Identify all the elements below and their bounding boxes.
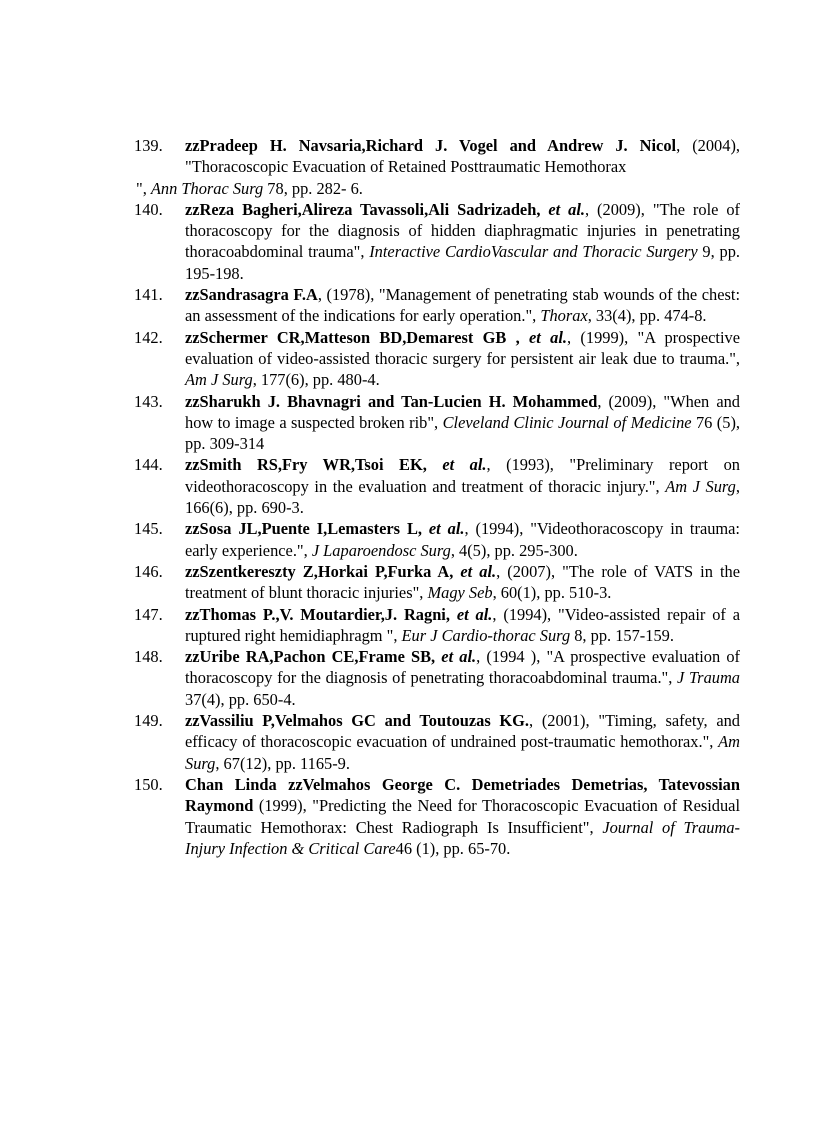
- reference-journal: Eur J Cardio-thorac Surg: [401, 625, 571, 645]
- reference-etal: et al.: [519, 327, 568, 347]
- reference-item: [134, 710, 740, 774]
- reference-title: "Preliminary report on videothoracoscopy in the evaluation and treatment of thoracic injury.",: [185, 455, 741, 496]
- reference-authors: zzSharukh J. Bhavnagri and Tan-Lucien H. Mohammed: [185, 391, 598, 411]
- reference-number: 146.: [134, 561, 163, 581]
- reference-details: 9, pp. 195-198.: [185, 242, 740, 283]
- reference-etal: et al.: [449, 604, 493, 624]
- reference-body: [185, 774, 740, 859]
- reference-journal: Interactive CardioVascular and Thoracic Surgery: [369, 242, 698, 262]
- reference-authors: zzSandrasagra F.A: [185, 285, 318, 305]
- reference-number: 145.: [134, 519, 163, 539]
- reference-item: [134, 646, 740, 710]
- reference-authors: zzSmith RS,Fry WR,Tsoi EK,: [185, 455, 427, 475]
- reference-details: , 60(1), pp. 510-3.: [492, 583, 612, 603]
- reference-authors: zzSchermer CR,Matteson BD,Demarest GB ,: [185, 327, 520, 347]
- reference-details: 37(4), pp. 650-4.: [185, 689, 296, 709]
- reference-year: , (1993),: [486, 455, 570, 475]
- reference-journal: J Laparoendosc Surg: [311, 540, 451, 560]
- reference-etal: et al.: [435, 647, 477, 667]
- reference-body: [185, 646, 740, 710]
- reference-details: 78, pp. 282- 6.: [263, 178, 363, 198]
- reference-number: 143.: [134, 391, 163, 411]
- reference-item: [134, 518, 740, 561]
- reference-item: [134, 284, 740, 327]
- reference-authors: zzReza Bagheri,Alireza Tavassoli,Ali Sadrizadeh,: [185, 199, 541, 219]
- reference-etal: et al.: [453, 561, 497, 581]
- reference-details: , 166(6), pp. 690-3.: [185, 476, 740, 518]
- reference-title: "When and how to image a suspected broken rib",: [185, 391, 740, 432]
- reference-list: [134, 135, 740, 859]
- reference-details: 76 (5), pp. 309-314: [185, 412, 741, 454]
- reference-title: "The role of VATS in the treatment of blunt thoracic injuries",: [185, 561, 740, 603]
- reference-journal: Thorax: [540, 306, 588, 326]
- reference-year: , (1994),: [464, 519, 531, 539]
- reference-number: 142.: [134, 327, 163, 347]
- reference-authors: zzPradeep H. Navsaria,Richard J. Vogel and Andrew J. Nicol: [185, 136, 677, 155]
- reference-year: , (2007),: [496, 561, 563, 581]
- reference-title: "Videothoracoscopy in trauma: early experience.",: [185, 519, 740, 560]
- reference-number: 140.: [134, 199, 163, 219]
- reference-number: 150.: [134, 774, 163, 794]
- reference-journal: Am J Surg: [665, 476, 736, 496]
- reference-title: "Management of penetrating stab wounds of the chest: an assessment of the indications for early operation.",: [185, 285, 741, 326]
- reference-body: [185, 454, 740, 518]
- reference-year: (1999),: [253, 796, 313, 816]
- reference-continuation: [136, 178, 740, 199]
- reference-authors: zzUribe RA,Pachon CE,Frame SB,: [185, 647, 436, 667]
- reference-body: [185, 710, 740, 774]
- reference-item: [134, 774, 740, 859]
- reference-details: 46 (1), pp. 65-70.: [395, 838, 511, 858]
- reference-etal: et al.: [421, 519, 465, 539]
- reference-body: [185, 284, 740, 327]
- reference-year: , (1994),: [492, 604, 559, 624]
- reference-item: [134, 391, 740, 455]
- reference-body: [185, 327, 740, 391]
- reference-authors: zzSzentkereszty Z,Horkai P,Furka A,: [185, 561, 454, 581]
- reference-details: 8, pp. 157-159.: [570, 625, 674, 645]
- reference-journal: Journal of Trauma-Injury Infection & Critical Care: [185, 817, 740, 858]
- reference-item: [134, 135, 740, 199]
- reference-body: [185, 199, 740, 284]
- reference-title: "Video-assisted repair of a ruptured right hemidiaphragm ",: [185, 604, 740, 645]
- reference-title: "A prospective evaluation of thoracoscopy for the diagnosis of penetrating thoracoabdominal trauma.",: [185, 647, 741, 688]
- reference-year: , (1999),: [567, 327, 638, 347]
- reference-body: [185, 604, 740, 647]
- reference-journal: Am J Surg: [185, 370, 253, 390]
- reference-authors: zzSosa JL,Puente I,Lemasters L,: [185, 519, 422, 539]
- reference-details: , 4(5), pp. 295-300.: [450, 540, 578, 560]
- reference-year: , (1994 ),: [476, 647, 547, 667]
- reference-item: [134, 454, 740, 518]
- reference-title: "The role of thoracoscopy for the diagnosis of hidden diaphragmatic injuries in penetrating thoracoabdominal trauma",: [185, 199, 741, 262]
- reference-number: 147.: [134, 604, 163, 624]
- reference-journal: Ann Thorac Surg: [150, 178, 264, 198]
- reference-details: , 67(12), pp. 1165-9.: [215, 753, 350, 773]
- reference-details: , 177(6), pp. 480-4.: [252, 370, 380, 390]
- reference-authors: zzVassiliu P,Velmahos GC and Toutouzas KG.: [185, 711, 530, 731]
- reference-number: 141.: [134, 285, 163, 305]
- reference-year: , (2001),: [529, 711, 599, 731]
- reference-journal: Am Surg: [185, 732, 740, 773]
- reference-year: , (1978),: [317, 285, 379, 305]
- reference-etal: et al.: [540, 199, 586, 219]
- reference-body: [185, 391, 740, 455]
- reference-body: [185, 561, 740, 604]
- reference-journal: Cleveland Clinic Journal of Medicine: [442, 412, 692, 432]
- reference-year: , (2009),: [585, 199, 653, 219]
- reference-year: , (2004),: [676, 136, 740, 155]
- reference-title: "A prospective evaluation of video-assisted thoracic surgery for persistent air leak due to trauma.",: [185, 327, 740, 368]
- reference-details: , 33(4), pp. 474-8.: [587, 306, 707, 326]
- reference-item: [134, 561, 740, 604]
- reference-journal: Magy Seb: [427, 583, 493, 603]
- reference-title: "Thoracoscopic Evacuation of Retained Posttraumatic Hemothorax: [185, 157, 627, 177]
- reference-number: 148.: [134, 647, 163, 667]
- reference-journal: J Trauma: [677, 668, 740, 688]
- reference-number: 149.: [134, 711, 163, 731]
- reference-item: [134, 327, 740, 391]
- reference-title: "Predicting the Need for Thoracoscopic Evacuation of Residual Traumatic Hemothorax: Chest Radiograph Is Insufficient",: [185, 796, 740, 837]
- reference-item: [134, 199, 740, 284]
- reference-title: "Timing, safety, and efficacy of thoracoscopic evacuation of undrained post-traumatic hemothorax.",: [185, 711, 740, 752]
- reference-authors: Chan Linda zzVelmahos George C. Demetriades Demetrias, Tatevossian Raymond: [185, 774, 740, 816]
- reference-item: [134, 604, 740, 647]
- reference-authors: zzThomas P.,V. Moutardier,J. Ragni,: [185, 604, 450, 624]
- reference-etal: et al.: [426, 455, 487, 475]
- reference-body: [185, 518, 740, 561]
- reference-body: [185, 135, 740, 178]
- reference-number: 139.: [134, 136, 163, 155]
- reference-number: 144.: [134, 455, 163, 475]
- reference-sep: ",: [136, 178, 151, 198]
- reference-year: , (2009),: [597, 391, 664, 411]
